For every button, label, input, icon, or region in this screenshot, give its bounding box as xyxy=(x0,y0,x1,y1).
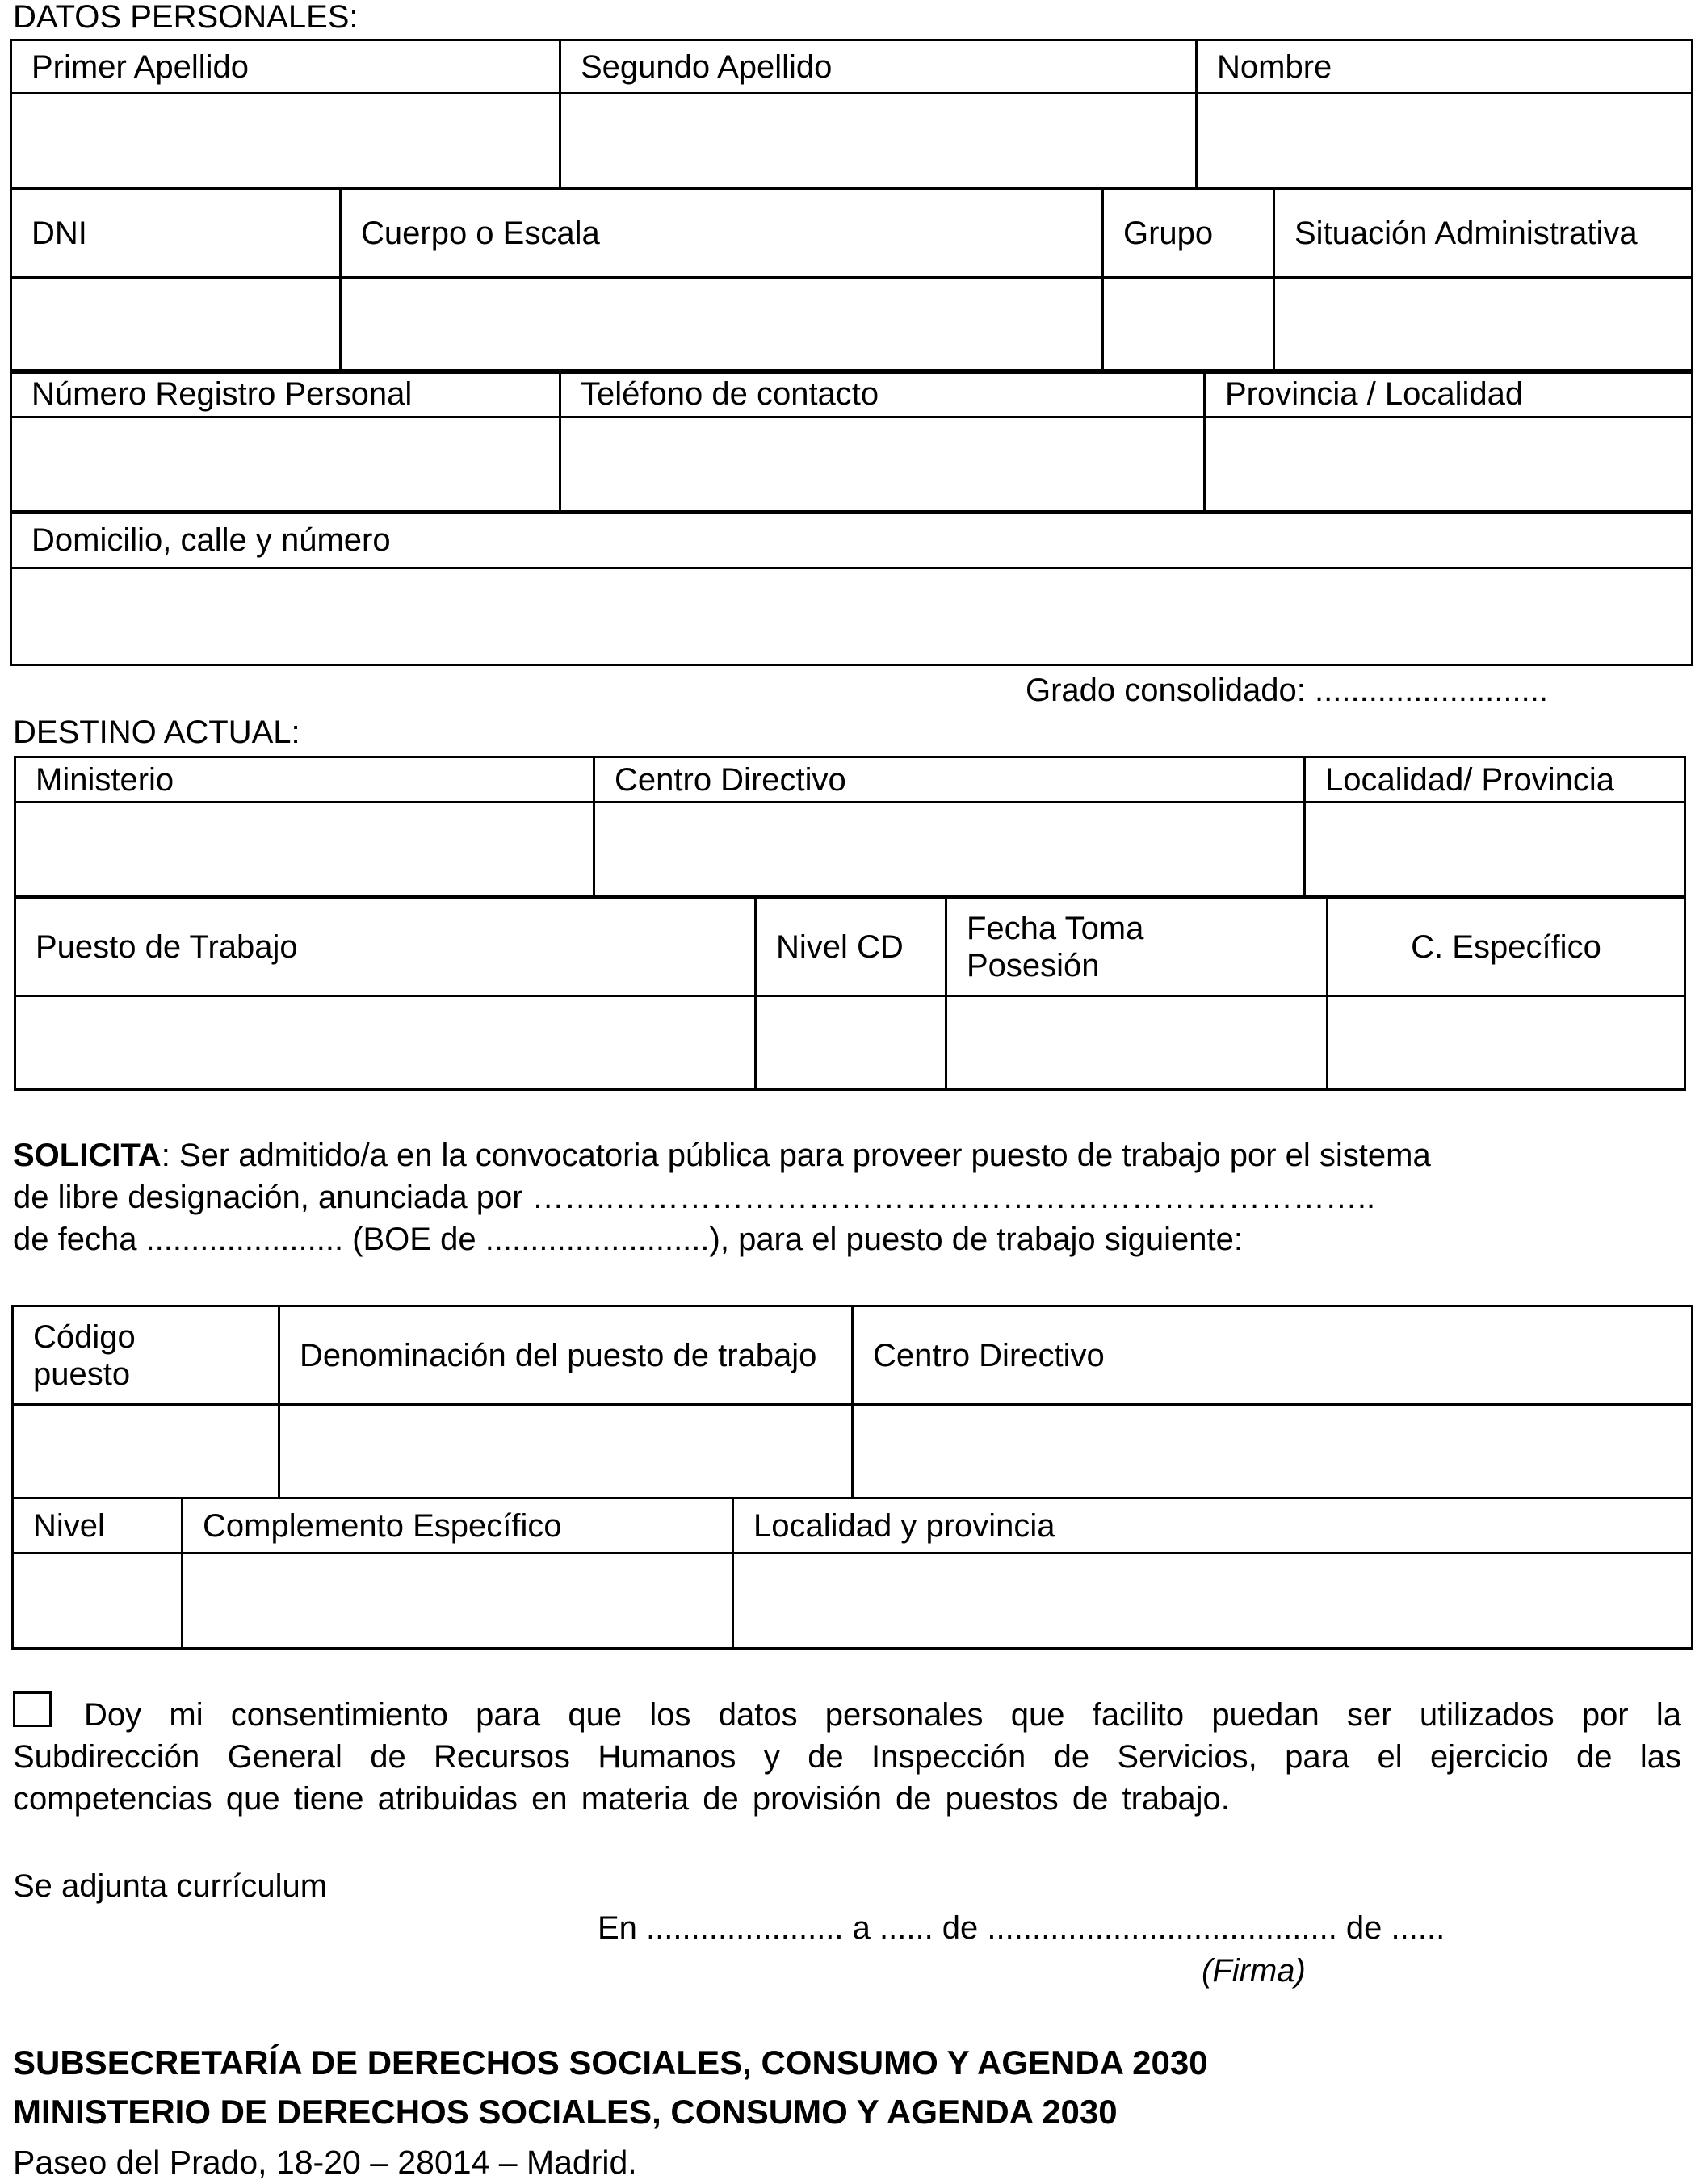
centro-directivo-solicitado-label: Centro Directivo xyxy=(853,1306,1693,1405)
nombre-label: Nombre xyxy=(1197,40,1693,94)
codigo-puesto-field[interactable] xyxy=(13,1405,279,1499)
firma-label: (Firma) xyxy=(1202,1953,1306,1989)
grupo-label: Grupo xyxy=(1103,189,1274,278)
puesto-trabajo-label: Puesto de Trabajo xyxy=(15,898,756,996)
fecha-toma-posesion-field[interactable] xyxy=(946,996,1328,1090)
grupo-field[interactable] xyxy=(1103,278,1274,373)
cuerpo-escala-label: Cuerpo o Escala xyxy=(341,189,1103,278)
nivel-field[interactable] xyxy=(13,1553,183,1649)
localidad-provincia-field[interactable] xyxy=(1305,803,1685,896)
nivel-cd-field[interactable] xyxy=(756,996,946,1090)
footer-address: Paseo del Prado, 18-20 – 28014 – Madrid. xyxy=(13,2144,637,2181)
c-especifico-label: C. Específico xyxy=(1328,898,1685,996)
solicita-text-1: : Ser admitido/a en la convocatoria pública para proveer puesto de trabajo por el sistema xyxy=(161,1138,1431,1173)
segundo-apellido-field[interactable] xyxy=(560,94,1197,189)
numero-registro-personal-label: Número Registro Personal xyxy=(11,371,560,417)
c-especifico-field[interactable] xyxy=(1328,996,1685,1090)
footer-ministerio: MINISTERIO DE DERECHOS SOCIALES, CONSUMO Y AGENDA 2030 xyxy=(13,2093,1118,2131)
localidad-y-provincia-label: Localidad y provincia xyxy=(733,1499,1693,1553)
centro-directivo-label: Centro Directivo xyxy=(594,757,1305,803)
footer-subsecretaria: SUBSECRETARÍA DE DERECHOS SOCIALES, CONSUMO Y AGENDA 2030 xyxy=(13,2044,1208,2081)
datos-personales-heading: DATOS PERSONALES: xyxy=(13,0,359,35)
nivel-cd-label: Nivel CD xyxy=(756,898,946,996)
situacion-administrativa-field[interactable] xyxy=(1274,278,1693,373)
primer-apellido-field[interactable] xyxy=(11,94,560,189)
nivel-label: Nivel xyxy=(13,1499,183,1553)
localidad-y-provincia-field[interactable] xyxy=(733,1553,1693,1649)
telefono-contacto-field[interactable] xyxy=(560,417,1205,513)
fecha-toma-posesion-label: Fecha Toma Posesión xyxy=(946,898,1328,996)
puesto-solicitado-row2 xyxy=(11,1497,1693,1650)
centro-directivo-solicitado-field[interactable] xyxy=(853,1405,1693,1499)
solicita-text-2: de libre designación, anunciada por ……..…………………………………………………………….. xyxy=(13,1180,1376,1215)
denominacion-puesto-label: Denominación del puesto de trabajo xyxy=(279,1306,853,1405)
telefono-contacto-label: Teléfono de contacto xyxy=(560,371,1205,417)
destino-actual-row2 xyxy=(14,896,1686,1091)
solicita-text-3: de fecha ...................... (BOE de .........................), para el puesto de trabajo siguiente: xyxy=(13,1222,1243,1257)
lugar-fecha-line: En ...................... a ...... de ....................................... de ...... xyxy=(598,1910,1445,1946)
numero-registro-personal-field[interactable] xyxy=(11,417,560,513)
datos-personales-row4 xyxy=(10,510,1693,666)
ministerio-label: Ministerio xyxy=(15,757,594,803)
dni-field[interactable] xyxy=(11,278,341,373)
domicilio-field[interactable] xyxy=(11,568,1693,665)
solicita-label: SOLICITA xyxy=(13,1138,162,1173)
centro-directivo-field[interactable] xyxy=(594,803,1305,896)
datos-personales-row2 xyxy=(10,187,1693,374)
cuerpo-escala-field[interactable] xyxy=(341,278,1103,373)
ministerio-field[interactable] xyxy=(15,803,594,896)
nombre-field[interactable] xyxy=(1197,94,1693,189)
datos-personales-row3 xyxy=(10,369,1693,514)
grado-consolidado: Grado consolidado: .......................... xyxy=(1026,673,1548,708)
localidad-provincia-label: Localidad/ Provincia xyxy=(1305,757,1685,803)
codigo-puesto-label: Código puesto xyxy=(13,1306,279,1405)
curriculum-text: Se adjunta currículum xyxy=(13,1868,328,1904)
situacion-administrativa-label: Situación Administrativa xyxy=(1274,189,1693,278)
consentimiento-text: Doy mi consentimiento para que los datos personales que facilito puedan ser utilizados por la Subdirección General de Recursos Humanos y de Inspección de Servicios, para el ejercicio de las competencias que tiene atribuidas en materia de provisión de puestos de trabajo. xyxy=(13,1697,1681,1817)
solicita-paragraph xyxy=(13,1134,1681,1260)
complemento-especifico-label: Complemento Específico xyxy=(183,1499,733,1553)
denominacion-puesto-field[interactable] xyxy=(279,1405,853,1499)
provincia-localidad-label: Provincia / Localidad xyxy=(1205,371,1693,417)
complemento-especifico-field[interactable] xyxy=(183,1553,733,1649)
segundo-apellido-label: Segundo Apellido xyxy=(560,40,1197,94)
destino-actual-row1 xyxy=(14,756,1686,897)
destino-actual-heading: DESTINO ACTUAL: xyxy=(13,715,300,750)
puesto-solicitado-row1 xyxy=(11,1305,1693,1499)
dni-label: DNI xyxy=(11,189,341,278)
primer-apellido-label: Primer Apellido xyxy=(11,40,560,94)
provincia-localidad-field[interactable] xyxy=(1205,417,1693,513)
domicilio-label: Domicilio, calle y número xyxy=(11,512,1693,568)
puesto-trabajo-field[interactable] xyxy=(15,996,756,1090)
datos-personales-row1 xyxy=(10,39,1693,190)
